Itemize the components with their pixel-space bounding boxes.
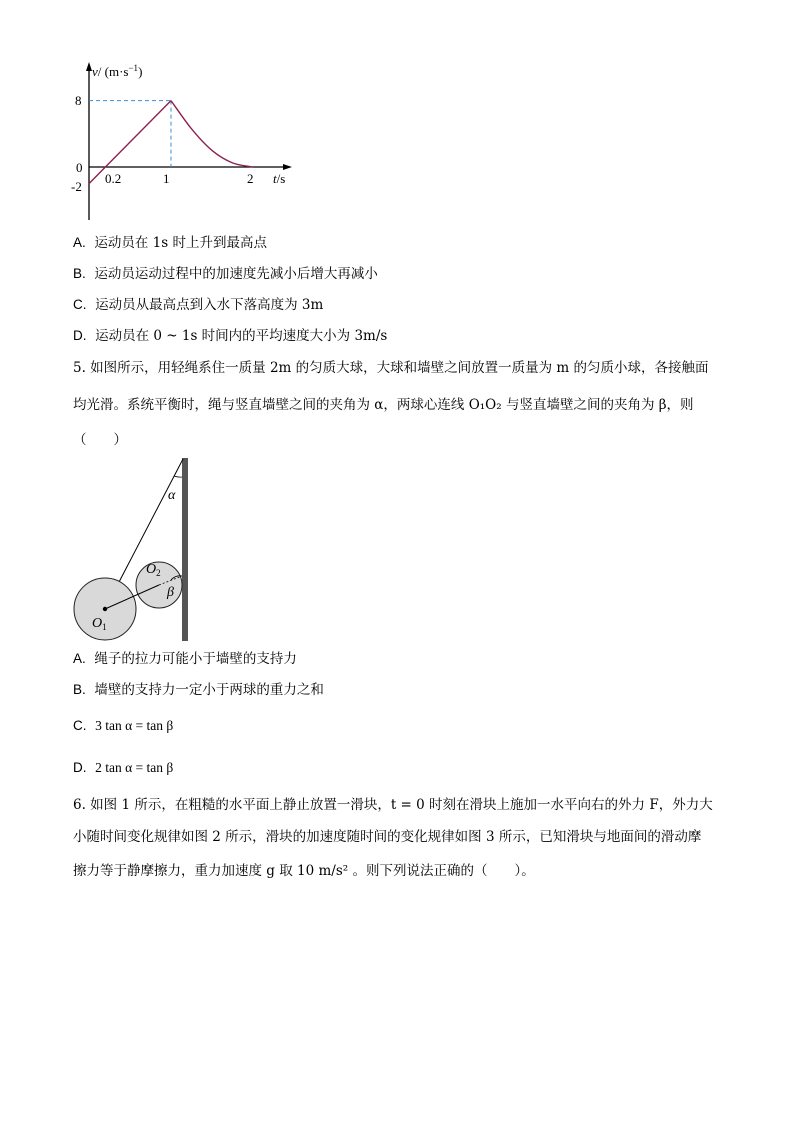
q5-option-a	[73, 650, 297, 668]
option-label: B.	[73, 682, 86, 697]
q5-stem-line2: 均光滑。系统平衡时，绳与竖直墙壁之间的夹角为 α，两球心连线 O₁O₂ 与竖直墙壁之间的夹角为 β，则	[73, 397, 694, 413]
option-text: 运动员运动过程中的加速度先减小后增大再减小	[94, 266, 378, 282]
beta-label: β	[167, 585, 174, 600]
option-label: D.	[73, 328, 87, 343]
x-axis-arrow	[283, 164, 292, 170]
o1-label: $O_1$	[92, 616, 107, 632]
o2-label: $O_2$	[146, 562, 161, 578]
option-label: B.	[73, 266, 86, 281]
q6-stem-line2: 小随时间变化规律如图 2 所示，滑块的加速度随时间的变化规律如图 3 所示，已知滑块与地面间的滑动摩	[73, 829, 702, 845]
x-tick-2: 2	[247, 171, 254, 186]
q4-option-d	[73, 327, 387, 345]
option-text: 运动员从最高点到入水下落高度为 3m	[95, 297, 324, 313]
option-label: C.	[73, 297, 87, 312]
option-text: 绳子的拉力可能小于墙壁的支持力	[94, 651, 297, 667]
q4-option-b	[73, 265, 378, 283]
option-label: D.	[73, 760, 87, 775]
y-tick-neg2: -2	[71, 179, 82, 194]
q6-stem-line3: 擦力等于静摩擦力，重力加速度 g 取 10 m/s² 。则下列说法正确的（ ）。	[73, 863, 535, 879]
y-tick-0: 0	[76, 160, 83, 175]
two-balls-wall-figure	[70, 455, 200, 645]
q4-option-c	[73, 296, 323, 314]
q5-option-c	[73, 717, 173, 735]
x-tick-1: 1	[163, 171, 170, 186]
option-text: 运动员在 1s 时上升到最高点	[94, 235, 267, 251]
velocity-line-segment	[89, 101, 171, 184]
option-label: C.	[73, 718, 87, 733]
option-text: 2 tan α = tan β	[95, 760, 174, 775]
q5-option-b	[73, 681, 324, 699]
y-axis-label: v/ $(m\cdot s^{-1})$	[92, 63, 143, 79]
x-tick-0-2: 0.2	[105, 171, 122, 186]
option-text: 3 tan α = tan β	[95, 718, 174, 733]
q5-option-d	[73, 759, 173, 777]
option-label: A.	[73, 651, 86, 666]
velocity-time-graph	[70, 60, 300, 225]
q5-stem-line1: 5. 如图所示，用轻绳系住一质量 2m 的匀质大球，大球和墙壁之间放置一质量为 m 的匀质小球，各接触面	[73, 360, 709, 376]
velocity-curve-segment	[171, 101, 253, 167]
option-text: 运动员在 0 ~ 1s 时间内的平均速度大小为 3m/s	[95, 328, 388, 344]
q5-stem-line3: （ ）	[73, 432, 127, 448]
option-text: 墙壁的支持力一定小于两球的重力之和	[94, 682, 324, 698]
y-tick-8: 8	[75, 93, 82, 108]
x-axis-label: t/s	[273, 171, 286, 186]
center-o1	[103, 607, 107, 611]
wall	[182, 458, 188, 641]
option-label: A.	[73, 235, 86, 250]
q4-option-a	[73, 234, 267, 252]
q6-stem-line1: 6. 如图 1 所示，在粗糙的水平面上静止放置一滑块，t = 0 时刻在滑块上施加一水平向右的外力 F，外力大	[73, 797, 713, 813]
alpha-label: α	[168, 488, 176, 503]
alpha-arc	[174, 476, 182, 477]
